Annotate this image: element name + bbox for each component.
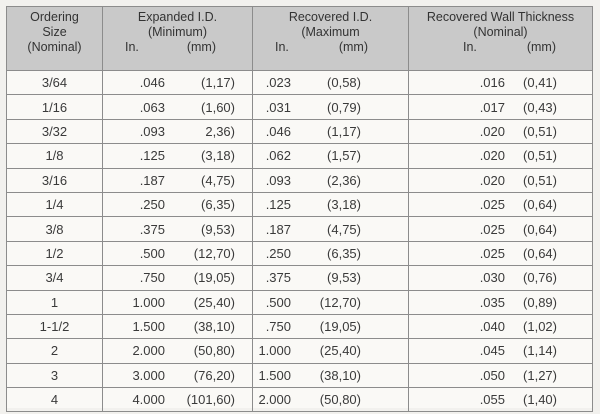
wall-thickness-cell xyxy=(409,119,593,143)
expanded-id-mm: (4,75) xyxy=(201,172,235,188)
unit-mm-label: (mm) xyxy=(526,40,556,54)
recovered-id-inches: .093 xyxy=(265,172,291,188)
expanded-id-mm: (19,05) xyxy=(193,270,235,286)
recovered-id-mm: (9,53) xyxy=(327,270,361,286)
table-row xyxy=(7,217,593,241)
wall-thickness-inches: .025 xyxy=(479,245,505,261)
recovered-id-inches: .125 xyxy=(265,197,291,213)
recovered-id-cell xyxy=(253,339,409,363)
expanded-id-cell xyxy=(103,144,253,168)
wall-thickness-inches: .040 xyxy=(479,319,505,335)
recovered-id-inches: .023 xyxy=(265,75,291,91)
wall-thickness-mm: (0,41) xyxy=(523,75,557,91)
wall-thickness-cell xyxy=(409,363,593,387)
recovered-id-cell xyxy=(253,95,409,119)
header-expanded-units xyxy=(103,40,252,55)
recovered-id-cell xyxy=(253,217,409,241)
expanded-id-inches: .125 xyxy=(139,148,165,164)
table-row xyxy=(7,339,593,363)
expanded-id-cell xyxy=(103,71,253,95)
expanded-id-mm: (1,60) xyxy=(201,99,235,115)
expanded-id-cell xyxy=(103,95,253,119)
wall-thickness-cell xyxy=(409,168,593,192)
expanded-id-mm: 2,36) xyxy=(205,123,235,139)
recovered-id-mm: (12,70) xyxy=(319,294,361,310)
recovered-id-mm: (1,17) xyxy=(327,123,361,139)
recovered-id-mm: (38,10) xyxy=(319,367,361,383)
recovered-id-inches: .500 xyxy=(265,294,291,310)
wall-thickness-mm: (0,43) xyxy=(523,99,557,115)
wall-thickness-mm: (0,51) xyxy=(523,172,557,188)
table-row xyxy=(7,314,593,338)
header-size-line2: Size xyxy=(42,25,67,39)
expanded-id-cell xyxy=(103,241,253,265)
recovered-id-inches: 1.000 xyxy=(258,343,291,359)
ordering-size-cell: 3/4 xyxy=(7,266,103,290)
ordering-size-cell: 2 xyxy=(7,339,103,363)
wall-thickness-mm: (0,64) xyxy=(523,197,557,213)
ordering-size-cell: 3/8 xyxy=(7,217,103,241)
header-wall-thickness xyxy=(409,7,593,71)
recovered-id-mm: (25,40) xyxy=(319,343,361,359)
ordering-size-cell: 3/64 xyxy=(7,71,103,95)
header-expanded-line2: (Minimum) xyxy=(147,25,208,39)
recovered-id-inches: 1.500 xyxy=(258,367,291,383)
recovered-id-mm: (4,75) xyxy=(327,221,361,237)
table-row xyxy=(7,144,593,168)
wall-thickness-inches: .045 xyxy=(479,343,505,359)
recovered-id-cell xyxy=(253,144,409,168)
recovered-id-inches: .250 xyxy=(265,245,291,261)
header-wall-line1: Recovered Wall Thickness xyxy=(426,10,575,24)
recovered-id-cell xyxy=(253,363,409,387)
recovered-id-inches: .375 xyxy=(265,270,291,286)
wall-thickness-inches: .025 xyxy=(479,221,505,237)
recovered-id-cell xyxy=(253,241,409,265)
expanded-id-mm: (50,80) xyxy=(193,343,235,359)
recovered-id-cell xyxy=(253,192,409,216)
expanded-id-inches: 3.000 xyxy=(132,367,165,383)
recovered-id-mm: (0,58) xyxy=(327,75,361,91)
expanded-id-inches: .250 xyxy=(139,197,165,213)
expanded-id-cell xyxy=(103,363,253,387)
table-row xyxy=(7,266,593,290)
expanded-id-cell xyxy=(103,217,253,241)
spec-sheet xyxy=(6,6,592,408)
wall-thickness-mm: (1,14) xyxy=(523,343,557,359)
wall-thickness-inches: .030 xyxy=(479,270,505,286)
expanded-id-cell xyxy=(103,388,253,412)
recovered-id-inches: .031 xyxy=(265,99,291,115)
ordering-size-cell: 1/16 xyxy=(7,95,103,119)
ordering-size-cell: 4 xyxy=(7,388,103,412)
header-expanded-line1: Expanded I.D. xyxy=(137,10,218,24)
ordering-size-cell: 1 xyxy=(7,290,103,314)
expanded-id-inches: 2.000 xyxy=(132,343,165,359)
wall-thickness-mm: (0,76) xyxy=(523,270,557,286)
table-row xyxy=(7,95,593,119)
header-size-line1: Ordering xyxy=(30,10,79,24)
table-row xyxy=(7,71,593,95)
expanded-id-cell xyxy=(103,290,253,314)
wall-thickness-cell xyxy=(409,95,593,119)
expanded-id-inches: .750 xyxy=(139,270,165,286)
expanded-id-inches: .093 xyxy=(139,123,165,139)
ordering-size-cell: 1/8 xyxy=(7,144,103,168)
recovered-id-inches: .062 xyxy=(265,148,291,164)
table-row xyxy=(7,119,593,143)
wall-thickness-inches: .020 xyxy=(479,148,505,164)
wall-thickness-inches: .020 xyxy=(479,123,505,139)
expanded-id-inches: .187 xyxy=(139,172,165,188)
recovered-id-inches: .046 xyxy=(265,123,291,139)
wall-thickness-inches: .025 xyxy=(479,197,505,213)
expanded-id-inches: 1.000 xyxy=(132,294,165,310)
expanded-id-mm: (1,17) xyxy=(201,75,235,91)
recovered-id-inches: .750 xyxy=(265,319,291,335)
header-row xyxy=(7,7,593,71)
table-row xyxy=(7,388,593,412)
recovered-id-mm: (0,79) xyxy=(327,99,361,115)
wall-thickness-mm: (0,64) xyxy=(523,221,557,237)
expanded-id-mm: (76,20) xyxy=(193,367,235,383)
expanded-id-mm: (9,53) xyxy=(201,221,235,237)
unit-in-label: In. xyxy=(125,40,139,54)
expanded-id-cell xyxy=(103,192,253,216)
ordering-size-cell: 3 xyxy=(7,363,103,387)
header-expanded-id xyxy=(103,7,253,71)
header-ordering-size xyxy=(7,7,103,71)
wall-thickness-cell xyxy=(409,266,593,290)
table-row xyxy=(7,290,593,314)
recovered-id-cell xyxy=(253,119,409,143)
ordering-size-cell: 3/16 xyxy=(7,168,103,192)
header-wall-line2: (Nominal) xyxy=(473,25,528,39)
expanded-id-cell xyxy=(103,314,253,338)
dimensions-table xyxy=(6,6,593,412)
wall-thickness-cell xyxy=(409,388,593,412)
wall-thickness-inches: .050 xyxy=(479,367,505,383)
recovered-id-cell xyxy=(253,168,409,192)
expanded-id-inches: .500 xyxy=(139,245,165,261)
header-recovered-units xyxy=(253,40,408,55)
expanded-id-inches: .063 xyxy=(139,99,165,115)
expanded-id-inches: 1.500 xyxy=(132,319,165,335)
expanded-id-mm: (12,70) xyxy=(193,245,235,261)
wall-thickness-inches: .055 xyxy=(479,392,505,408)
expanded-id-mm: (101,60) xyxy=(186,392,235,408)
wall-thickness-cell xyxy=(409,241,593,265)
wall-thickness-mm: (0,89) xyxy=(523,294,557,310)
expanded-id-inches: 4.000 xyxy=(132,392,165,408)
wall-thickness-cell xyxy=(409,71,593,95)
recovered-id-cell xyxy=(253,388,409,412)
header-size-line3: (Nominal) xyxy=(27,40,82,54)
wall-thickness-cell xyxy=(409,314,593,338)
wall-thickness-inches: .035 xyxy=(479,294,505,310)
table-row xyxy=(7,363,593,387)
expanded-id-mm: (6,35) xyxy=(201,197,235,213)
ordering-size-cell: 1/4 xyxy=(7,192,103,216)
expanded-id-mm: (25,40) xyxy=(193,294,235,310)
ordering-size-cell: 1/2 xyxy=(7,241,103,265)
wall-thickness-cell xyxy=(409,290,593,314)
header-wall-units xyxy=(409,40,592,55)
expanded-id-inches: .375 xyxy=(139,221,165,237)
wall-thickness-mm: (1,40) xyxy=(523,392,557,408)
recovered-id-mm: (50,80) xyxy=(319,392,361,408)
wall-thickness-mm: (0,64) xyxy=(523,245,557,261)
expanded-id-cell xyxy=(103,339,253,363)
wall-thickness-cell xyxy=(409,217,593,241)
recovered-id-cell xyxy=(253,314,409,338)
recovered-id-inches: .187 xyxy=(265,221,291,237)
wall-thickness-cell xyxy=(409,192,593,216)
recovered-id-mm: (1,57) xyxy=(327,148,361,164)
wall-thickness-mm: (1,02) xyxy=(523,319,557,335)
wall-thickness-mm: (0,51) xyxy=(523,123,557,139)
recovered-id-mm: (2,36) xyxy=(327,172,361,188)
wall-thickness-mm: (1,27) xyxy=(523,367,557,383)
header-recovered-line2: (Maximum xyxy=(301,25,360,39)
wall-thickness-cell xyxy=(409,144,593,168)
expanded-id-inches: .046 xyxy=(139,75,165,91)
wall-thickness-inches: .020 xyxy=(479,172,505,188)
unit-in-label: In. xyxy=(275,40,289,54)
expanded-id-cell xyxy=(103,168,253,192)
recovered-id-mm: (6,35) xyxy=(327,245,361,261)
recovered-id-inches: 2.000 xyxy=(258,392,291,408)
table-row xyxy=(7,168,593,192)
header-recovered-line1: Recovered I.D. xyxy=(288,10,373,24)
table-row xyxy=(7,192,593,216)
recovered-id-cell xyxy=(253,266,409,290)
wall-thickness-inches: .016 xyxy=(479,75,505,91)
expanded-id-cell xyxy=(103,119,253,143)
expanded-id-mm: (38,10) xyxy=(193,319,235,335)
wall-thickness-mm: (0,51) xyxy=(523,148,557,164)
wall-thickness-cell xyxy=(409,339,593,363)
recovered-id-cell xyxy=(253,71,409,95)
unit-in-label: In. xyxy=(463,40,477,54)
expanded-id-cell xyxy=(103,266,253,290)
recovered-id-mm: (19,05) xyxy=(319,319,361,335)
recovered-id-cell xyxy=(253,290,409,314)
header-recovered-id xyxy=(253,7,409,71)
unit-mm-label: (mm) xyxy=(186,40,216,54)
unit-mm-label: (mm) xyxy=(338,40,368,54)
recovered-id-mm: (3,18) xyxy=(327,197,361,213)
ordering-size-cell: 1-1/2 xyxy=(7,314,103,338)
expanded-id-mm: (3,18) xyxy=(201,148,235,164)
table-row xyxy=(7,241,593,265)
ordering-size-cell: 3/32 xyxy=(7,119,103,143)
wall-thickness-inches: .017 xyxy=(479,99,505,115)
